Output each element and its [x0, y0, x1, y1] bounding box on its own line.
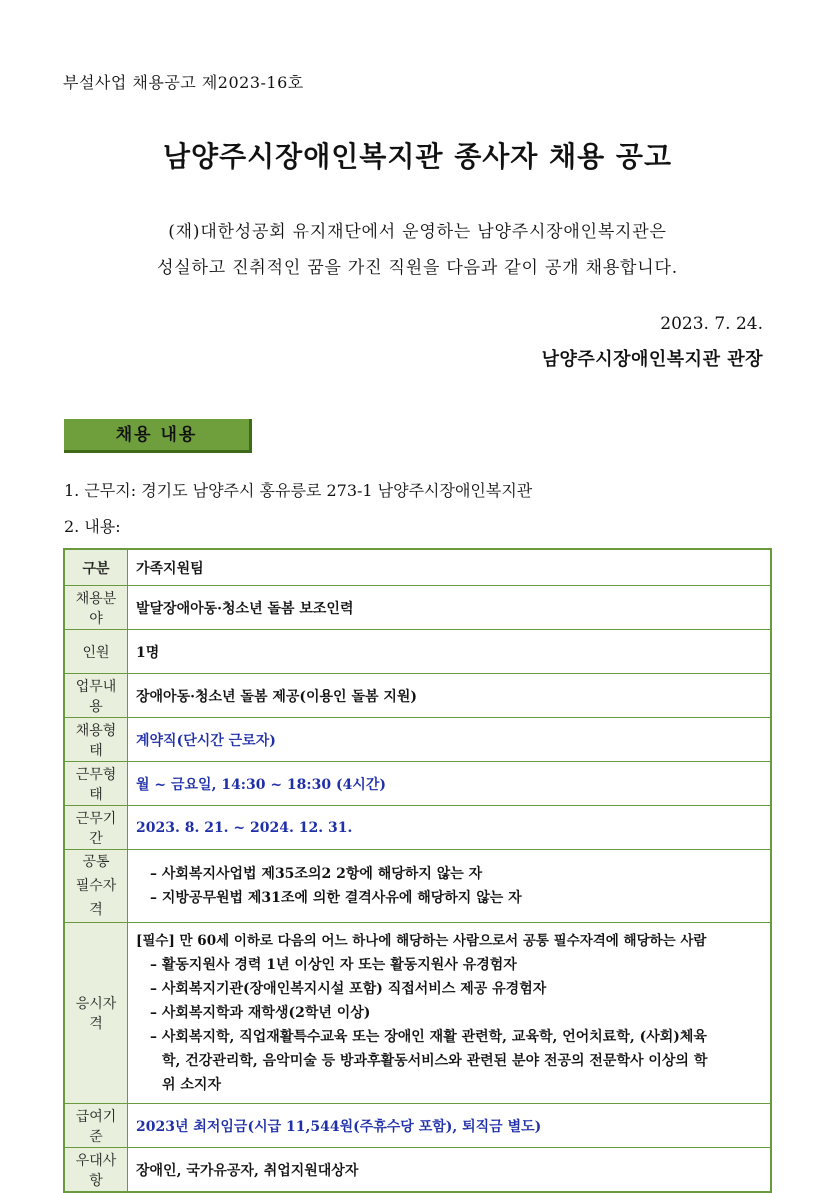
common-label-line-1: 공통 — [82, 854, 110, 870]
qualification-item: – 활동지원사 경력 1년 이상인 자 또는 활동지원사 유경험자 — [150, 957, 517, 973]
table-row — [64, 630, 771, 674]
row-value: 발달장애아동·청소년 돌봄 보조인력 — [128, 586, 772, 630]
table-header-row — [64, 549, 771, 586]
row-value: 계약직(단시간 근로자) — [128, 718, 772, 762]
qualification-intro: [필수] 만 60세 이하로 다음의 어느 하나에 해당하는 사람으로서 공통 필수자격에 해당하는 사람 — [136, 933, 707, 949]
notice-date: 2023. 7. 24. — [660, 314, 763, 334]
table-row — [64, 1104, 771, 1148]
intro-line-2: 성실하고 진취적인 꿈을 가진 직원을 다음과 같이 공개 채용합니다. — [157, 258, 678, 278]
header-value: 가족지원팀 — [128, 549, 772, 586]
row-value: 월 ~ 금요일, 14:30 ~ 18:30 (4시간) — [128, 762, 772, 806]
table-row — [64, 1148, 771, 1193]
row-label: 급여기준 — [64, 1104, 128, 1148]
row-label: 인원 — [64, 630, 128, 674]
intro-line-1: (재)대한성공회 유지재단에서 운영하는 남양주시장애인복지관은 — [168, 222, 667, 242]
row-label: 근무형태 — [64, 762, 128, 806]
qualification-item-continued: 위 소지자 — [162, 1077, 221, 1093]
header-label: 구분 — [64, 549, 128, 586]
row-label: 근무기간 — [64, 806, 128, 850]
row-label — [64, 850, 128, 923]
issuer-organization: 남양주시장애인복지관 관장 — [541, 349, 763, 370]
qualification-item: – 사회복지기관(장애인복지시설 포함) 직접서비스 제공 유경험자 — [150, 981, 547, 997]
row-label: 우대사항 — [64, 1148, 128, 1193]
common-qualification-2: – 지방공무원법 제31조에 의한 결격사유에 해당하지 않는 자 — [150, 890, 522, 906]
section-title-recruitment: 채용 내용 — [64, 419, 252, 453]
row-value: 장애아동·청소년 돌봄 제공(이용인 돌봄 지원) — [128, 674, 772, 718]
row-value: 2023년 최저임금(시급 11,544원(주휴수당 포함), 퇴직금 별도) — [128, 1104, 772, 1148]
qualification-item: – 사회복지학, 직업재활특수교육 또는 장애인 재활 관련학, 교육학, 언어치료학, (사회)체육 — [150, 1029, 707, 1045]
table-row — [64, 718, 771, 762]
row-label: 채용분야 — [64, 586, 128, 630]
table-row — [64, 586, 771, 630]
common-label-line-2: 필수자격 — [75, 878, 117, 918]
table-row — [64, 923, 771, 1104]
row-label: 응시자격 — [64, 923, 128, 1104]
content-item: 2. 내용: — [64, 517, 121, 536]
qualification-item-continued: 학, 건강관리학, 음악미술 등 방과후활동서비스와 관련된 분야 전공의 전문학사 이상의 학 — [162, 1053, 708, 1069]
page-title: 남양주시장애인복지관 종사자 채용 공고 — [162, 140, 673, 173]
row-value — [128, 850, 772, 923]
row-value: 1명 — [128, 630, 772, 674]
qualification-item: – 사회복지학과 재학생(2학년 이상) — [150, 1005, 371, 1021]
notice-number: 부설사업 채용공고 제2023-16호 — [63, 73, 304, 92]
row-label: 채용형태 — [64, 718, 128, 762]
table-row — [64, 762, 771, 806]
workplace-item: 1. 근무지: 경기도 남양주시 홍유릉로 273-1 남양주시장애인복지관 — [64, 481, 533, 500]
row-value: 장애인, 국가유공자, 취업지원대상자 — [128, 1148, 772, 1193]
common-qualification-1: – 사회복지사업법 제35조의2 2항에 해당하지 않는 자 — [150, 866, 483, 882]
row-value — [128, 923, 772, 1104]
table-row — [64, 674, 771, 718]
row-value: 2023. 8. 21. ~ 2024. 12. 31. — [128, 806, 772, 850]
recruitment-table — [63, 548, 772, 1193]
table-row — [64, 806, 771, 850]
row-label: 업무내용 — [64, 674, 128, 718]
table-row — [64, 850, 771, 923]
